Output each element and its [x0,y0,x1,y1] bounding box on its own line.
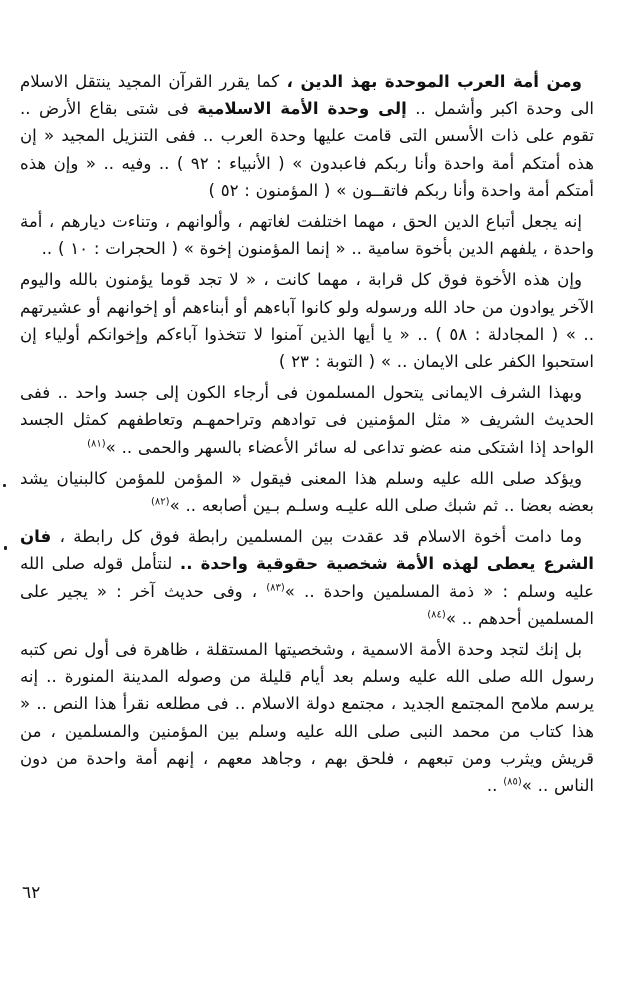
paragraph-text: فى شتى بقاع الأرض .. تقوم على ذات الأسس التى قامت عليها وحدة العرب .. ففى التنزيل المجيد « إن هذه أمتكم أمة واحدة وأنا ربكم فاعبدون » ( الأنبياء : ٩٢ ) .. وفيه .. « وإن هذه أمتكم أمة واحدة وأنا ربكم فاتقــون » ( المؤمنون : ٥٢ ) [20,99,595,200]
scan-speck [3,484,6,487]
paragraph-text: لنتأمل قوله صلى الله عليه وسلم : « ذمة المسلمين واحدة .. » [20,554,594,601]
paragraph-text: .. [486,776,504,796]
footnote-marker: (٨١) [87,438,106,450]
paragraph-text: وما دامت أخوة الاسلام قد عقدت بين المسلمين رابطة فوق كل رابطة ، [51,527,582,547]
paragraph [20,266,594,375]
paragraph-text: كما يقرر القرآن المجيد ينتقل الاسلام الى وحدة اكبر وأشمل .. [20,72,594,119]
scan-speck [4,546,7,550]
page-number: ٦٢ [22,883,41,903]
paragraph [20,208,594,262]
footnote-marker: (٨٣) [266,582,285,594]
paragraph-text: ويؤكد صلى الله عليه وسلم هذا المعنى فيقول « المؤمن للمؤمن كالبنيان يشد بعضه بعضا .. ثم شبك صلى الله عليـه وسلـم بـين أصابعه .. » [20,468,594,516]
paragraph [20,523,594,632]
paragraph-text: وإن هذه الأخوة فوق كل قرابة ، مهما كانت ، « لا تجد قوما يؤمنون بالله واليوم الآخر يوادون من حاد الله ورسوله ولو كانوا آباءهم أو أبناءهم أو إخوانهم أو عشيرتهم .. » ( المجادلة : ٥٨ ) .. « يا أيها الذين آمنوا لا تتخذوا آباءكم وإخوانكم أولياء إن استحبوا الكفر على الايمان .. » ( التوبة : ٢٣ ) [20,270,594,372]
body-text [20,68,594,803]
bold-phrase: فان الشرع يعطى لهذه الأمة شخصية حقوقية واحدة .. [20,527,594,574]
paragraph-text: ، وفى حديث آخر : « يجير على المسلمين أحدهم .. » [20,581,594,628]
paragraph [20,465,594,519]
bold-phrase: إلى وحدة الأمة الاسلامية [197,99,407,119]
footnote-marker: (٨٢) [151,496,170,508]
paragraph [20,379,594,461]
footnote-marker: (٨٤) [427,609,446,621]
paragraph-text: وبهذا الشرف الايمانى يتحول المسلمون فى أرجاء الكون إلى جسد واحد .. ففى الحديث الشريف « مثل المؤمنين فى توادهم وتراحمهـم وتعاطفهم كمثل الجسد الواحد إذا اشتكى منه عضو تداعى له سائر الأعضاء بالسهر والحمى .. » [20,383,594,457]
footnote-marker: (٨٥) [503,776,522,788]
paragraph-text: بل إنك لتجد وحدة الأمة الاسمية ، وشخصيتها المستقلة ، ظاهرة فى أول نص كتبه رسول الله صلى الله عليه وسلم بعد أيام قليلة من وصوله المدينة المنورة .. إنه يرسم ملامح المجتمع الجديد ، مجتمع دولة الاسلام .. فى مطلعه نقرأ هذا النص .. « هذا كتاب من محمد النبى صلى الله عليه وسلم بين المؤمنين والمسلمين ، من قريش ويثرب ومن تبعهم ، فلحق بهم ، وجاهد معهم ، إنهم أمة واحدة من دون الناس .. » [20,640,594,796]
bold-phrase: ومن أمة العرب الموحدة بهذ الدين ، [279,72,582,91]
paragraph [20,68,594,204]
paragraph-text: إنه يجعل أتباع الدين الحق ، مهما اختلفت لغاتهم ، وألوانهم ، وتناءت ديارهم ، أمة واحدة ، يلفهم الدين بأخوة سامية .. « إنما المؤمنون إخوة » ( الحجرات : ١٠ ) .. [20,212,594,259]
paragraph [20,636,594,799]
